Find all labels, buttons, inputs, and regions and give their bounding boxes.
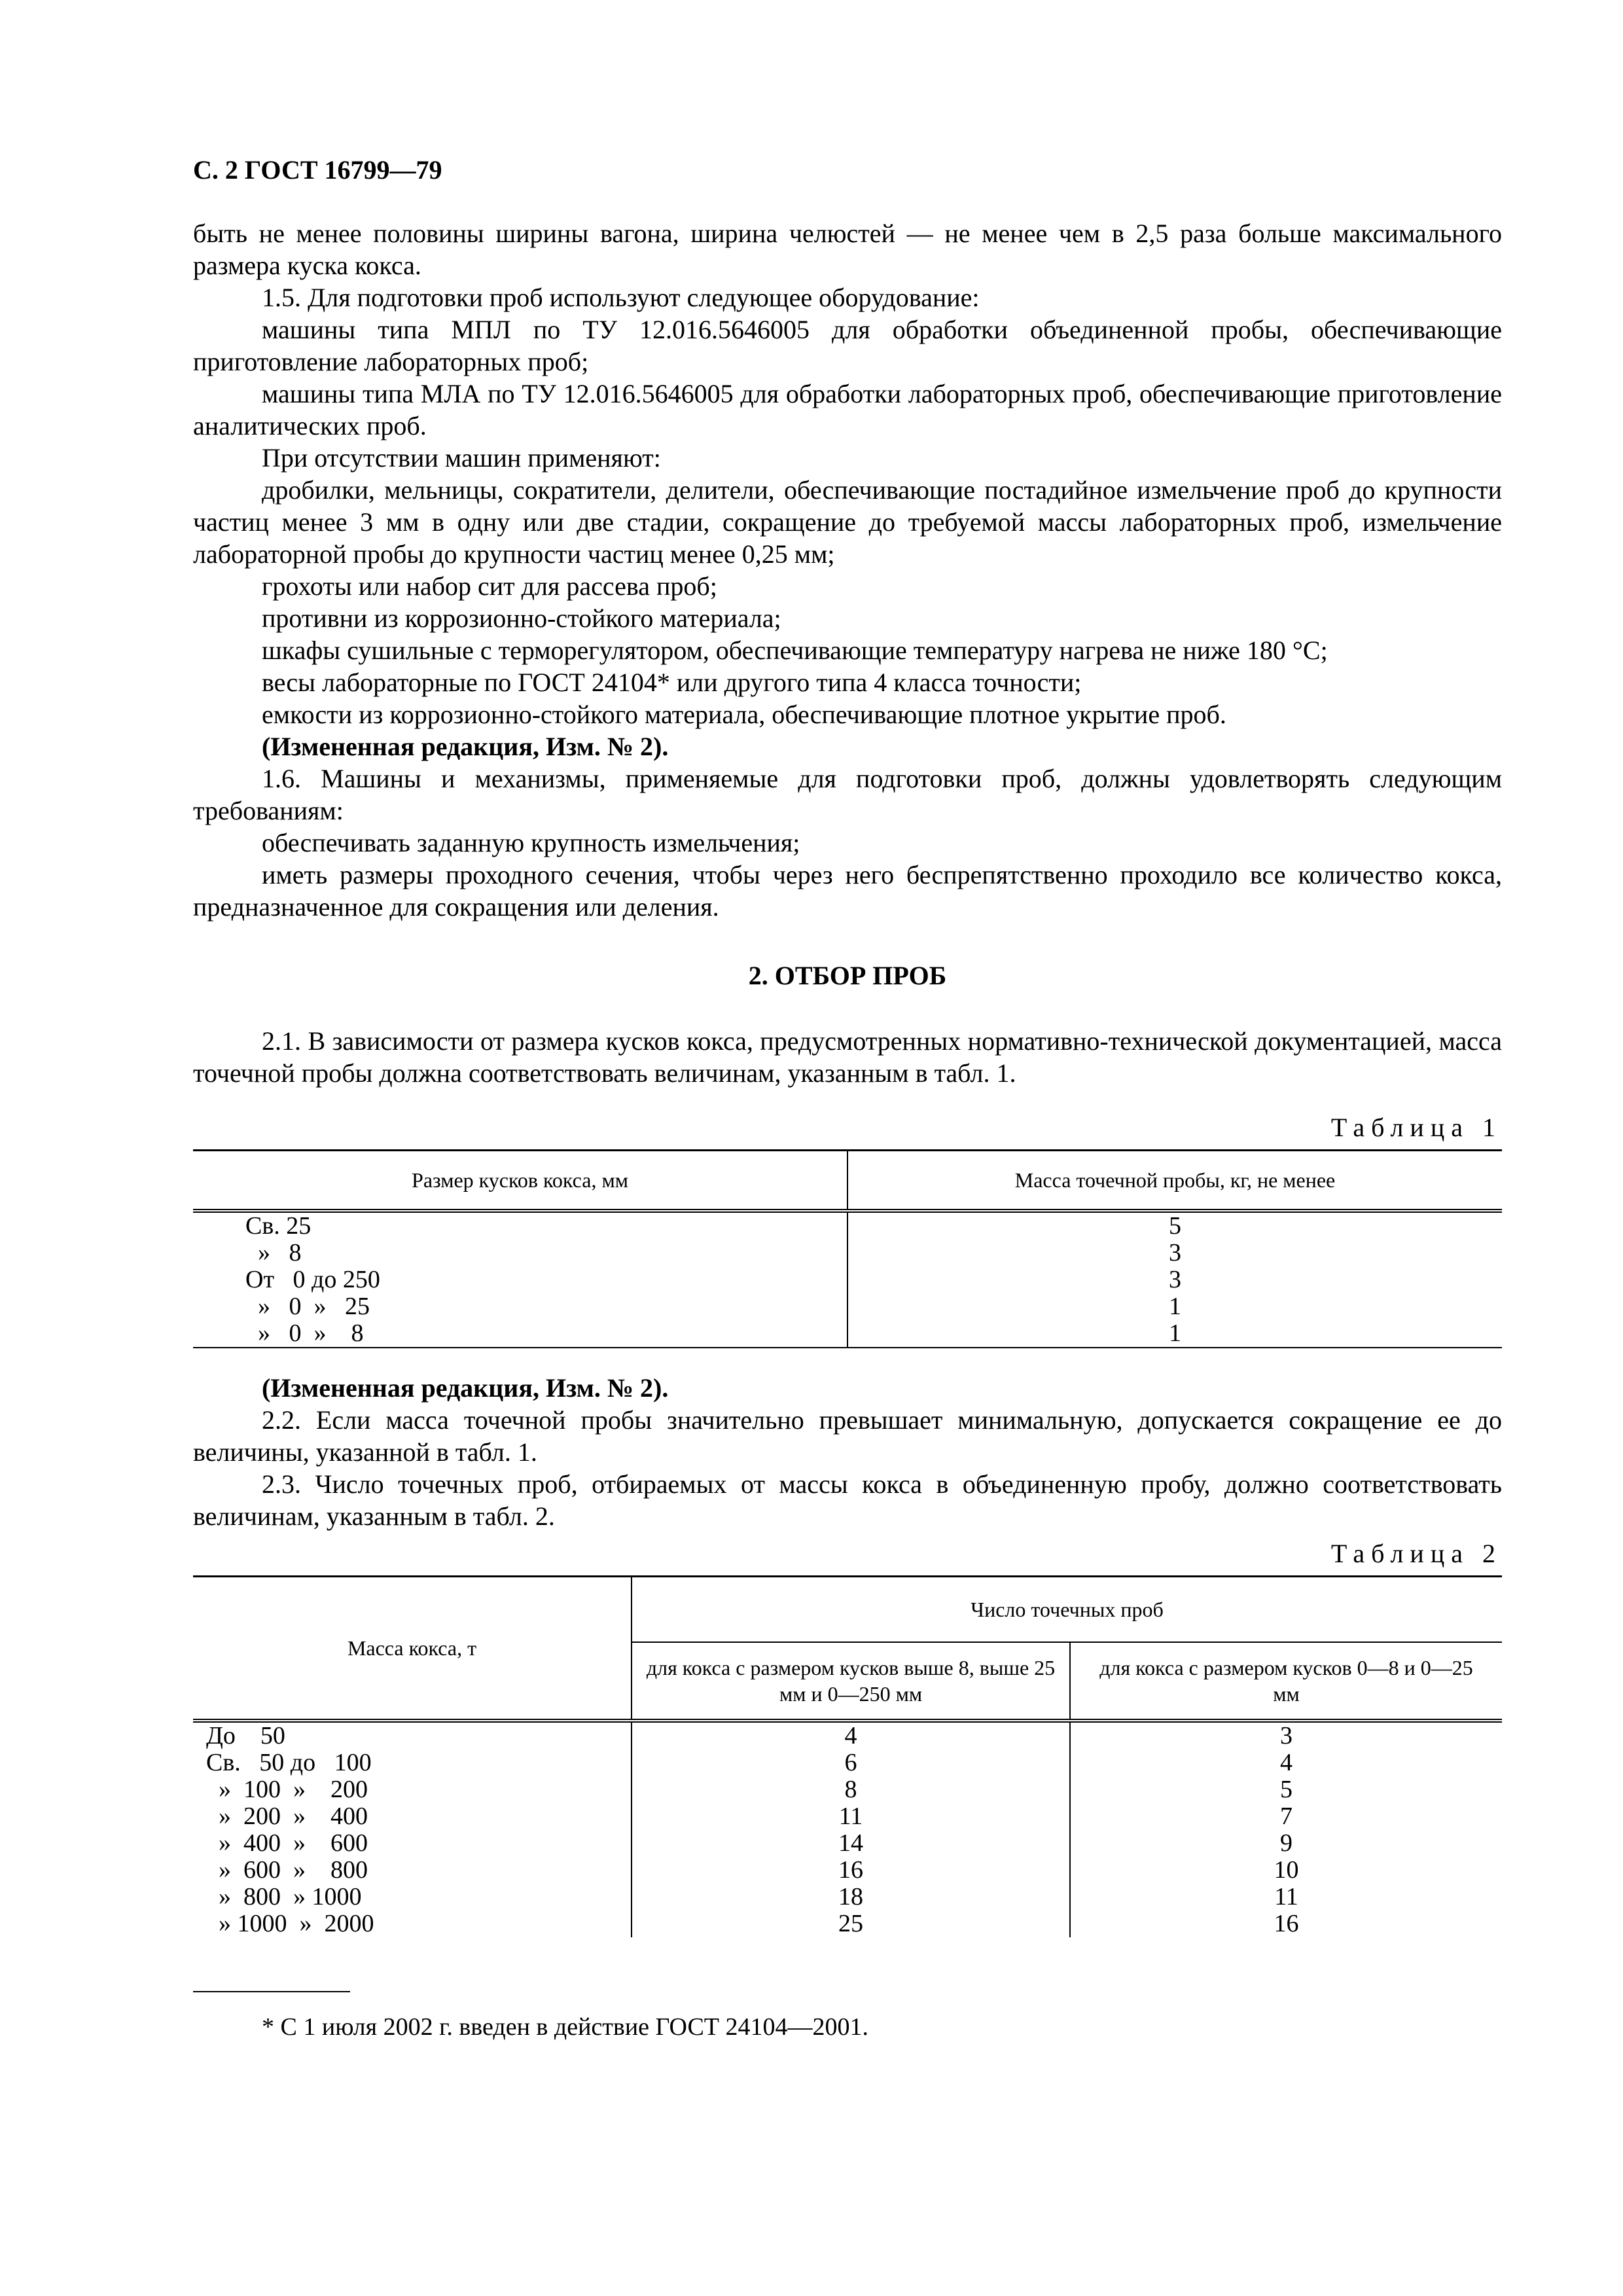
table2-header-col1: для кокса с размером кусков выше 8, выше 25 мм и 0—250 мм [632, 1642, 1070, 1721]
table1-cell-mass: 1 [847, 1293, 1502, 1320]
paragraph-2-1: 2.1. В зависимости от размера кусков кокса, предусмотренных нормативно-технической документацией, масса точечной пробы должна соответствовать величинам, указанным в табл. 1. [193, 1026, 1502, 1088]
table2-body [193, 1721, 1502, 1937]
table2-cell-col2: 7 [1070, 1803, 1502, 1830]
table2-cell-col2: 5 [1070, 1776, 1502, 1803]
table2-cell-mass: » 200 » 400 [206, 1803, 368, 1830]
paragraph: (Измененная редакция, Изм. № 2). [262, 732, 669, 761]
section-title: 2. ОТБОР ПРОБ [748, 961, 947, 990]
table-row [193, 1857, 1502, 1884]
paragraph: При отсутствии машин применяют: [262, 443, 661, 473]
table-row [193, 1240, 1502, 1266]
table1-header-size: Размер кусков кокса, мм [412, 1168, 628, 1192]
table2-cell-col2: 3 [1070, 1721, 1502, 1749]
paragraph: противни из коррозионно-стойкого материала; [262, 603, 781, 633]
table2-cell-mass: » 600 » 800 [206, 1856, 368, 1884]
table1-cell-mass: 5 [847, 1211, 1502, 1240]
paragraph: весы лабораторные по ГОСТ 24104* или другого типа 4 класса точности; [262, 668, 1082, 697]
table2-cell-mass: Св. 50 до 100 [206, 1749, 372, 1776]
table-row [193, 1830, 1502, 1857]
table-row [193, 1211, 1502, 1240]
table1-cell-mass: 3 [847, 1266, 1502, 1293]
paragraph: машины типа МЛА по ТУ 12.016.5646005 для обработки лабораторных проб, обеспечивающие приготовление аналитических проб. [193, 379, 1502, 440]
table2-cell-col1: 4 [632, 1721, 1070, 1749]
table2-cell-mass: » 400 » 600 [206, 1829, 368, 1857]
table2-cell-mass: » 1000 » 2000 [206, 1910, 374, 1937]
table2-cell-mass: » 800 » 1000 [206, 1883, 362, 1910]
body-text-section-2 [193, 1372, 1502, 1532]
table2-cell-col2: 11 [1070, 1884, 1502, 1910]
table2-cell-col1: 6 [632, 1749, 1070, 1776]
table1-caption: Таблица 1 [1330, 1113, 1502, 1142]
document-page [193, 154, 1502, 2042]
paragraph: грохоты или набор сит для рассева проб; [262, 571, 717, 601]
paragraph: 1.5. Для подготовки проб используют следующее оборудование: [262, 283, 980, 312]
paragraph: дробилки, мельницы, сократители, делители, обеспечивающие постадийное измельчение проб до крупности частиц менее 3 мм в одну или две стадии, сокращение до требуемой массы лабораторных проб, измельчение лабораторной пробы до крупности частиц менее 0,25 мм; [193, 475, 1502, 569]
paragraph: иметь размеры проходного сечения, чтобы через него беспрепятственно проходило все количество кокса, предназначенное для сокращения или деления. [193, 860, 1502, 922]
footnote-separator [193, 1991, 350, 1992]
table1-cell-size: Св. 25 [245, 1212, 312, 1240]
table-row [193, 1320, 1502, 1348]
table-row [193, 1910, 1502, 1937]
paragraph: шкафы сушильные с терморегулятором, обеспечивающие температуру нагрева не ниже 180 °С; [262, 636, 1328, 665]
table1-cell-size: » 0 » 8 [245, 1319, 364, 1347]
table1 [193, 1149, 1502, 1348]
table1-cell-mass: 1 [847, 1320, 1502, 1348]
table-row [193, 1749, 1502, 1776]
table2-cell-col2: 9 [1070, 1830, 1502, 1857]
paragraph: 1.6. Машины и механизмы, применяемые для подготовки проб, должны удовлетворять следующим требованиям: [193, 764, 1502, 825]
table2-cell-col1: 11 [632, 1803, 1070, 1830]
paragraph: емкости из коррозионно-стойкого материала, обеспечивающие плотное укрытие проб. [262, 700, 1226, 729]
body-text-section-1 [193, 217, 1502, 923]
table2-header-group: Число точечных проб [632, 1577, 1502, 1643]
paragraph: быть не менее половины ширины вагона, ширина челюстей — не менее чем в 2,5 раза больше максимального размера куска кокса. [193, 219, 1502, 280]
footnote: * С 1 июля 2002 г. введен в действие ГОСТ 24104—2001. [262, 2013, 869, 2041]
table-row [193, 1803, 1502, 1830]
table2 [193, 1575, 1502, 1937]
table1-body [193, 1211, 1502, 1348]
table1-cell-size: » 8 [245, 1239, 302, 1266]
table-row [193, 1884, 1502, 1910]
page-header: С. 2 ГОСТ 16799—79 [193, 155, 442, 185]
table2-cell-col1: 16 [632, 1857, 1070, 1884]
table2-cell-col1: 8 [632, 1776, 1070, 1803]
paragraph: 2.3. Число точечных проб, отбираемых от массы кокса в объединенную пробу, должно соответствовать величинам, указанным в табл. 2. [193, 1469, 1502, 1531]
table1-header-mass: Масса точечной пробы, кг, не менее [847, 1151, 1502, 1211]
table1-cell-size: » 0 » 25 [245, 1293, 370, 1320]
table2-cell-col2: 16 [1070, 1910, 1502, 1937]
table2-cell-col1: 14 [632, 1830, 1070, 1857]
table1-cell-mass: 3 [847, 1240, 1502, 1266]
table-row [193, 1293, 1502, 1320]
paragraph: машины типа МПЛ по ТУ 12.016.5646005 для обработки объединенной пробы, обеспечивающие приготовление лабораторных проб; [193, 315, 1502, 376]
table2-cell-mass: До 50 [206, 1722, 285, 1749]
paragraph: 2.2. Если масса точечной пробы значительно превышает минимальную, допускается сокращение ее до величины, указанной в табл. 1. [193, 1405, 1502, 1467]
table2-cell-col1: 18 [632, 1884, 1070, 1910]
table2-caption: Таблица 2 [1330, 1539, 1502, 1568]
paragraph: обеспечивать заданную крупность измельчения; [262, 828, 800, 857]
table-row [193, 1776, 1502, 1803]
table2-cell-mass: » 100 » 200 [206, 1776, 368, 1803]
table2-header-col2: для кокса с размером кусков 0—8 и 0—25 мм [1070, 1642, 1502, 1721]
table2-header-mass: Масса кокса, т [193, 1577, 632, 1721]
table1-cell-size: От 0 до 250 [245, 1266, 380, 1293]
table2-cell-col1: 25 [632, 1910, 1070, 1937]
table2-cell-col2: 4 [1070, 1749, 1502, 1776]
table2-cell-col2: 10 [1070, 1857, 1502, 1884]
table-row [193, 1266, 1502, 1293]
paragraph: (Измененная редакция, Изм. № 2). [262, 1373, 669, 1403]
table-row [193, 1721, 1502, 1749]
